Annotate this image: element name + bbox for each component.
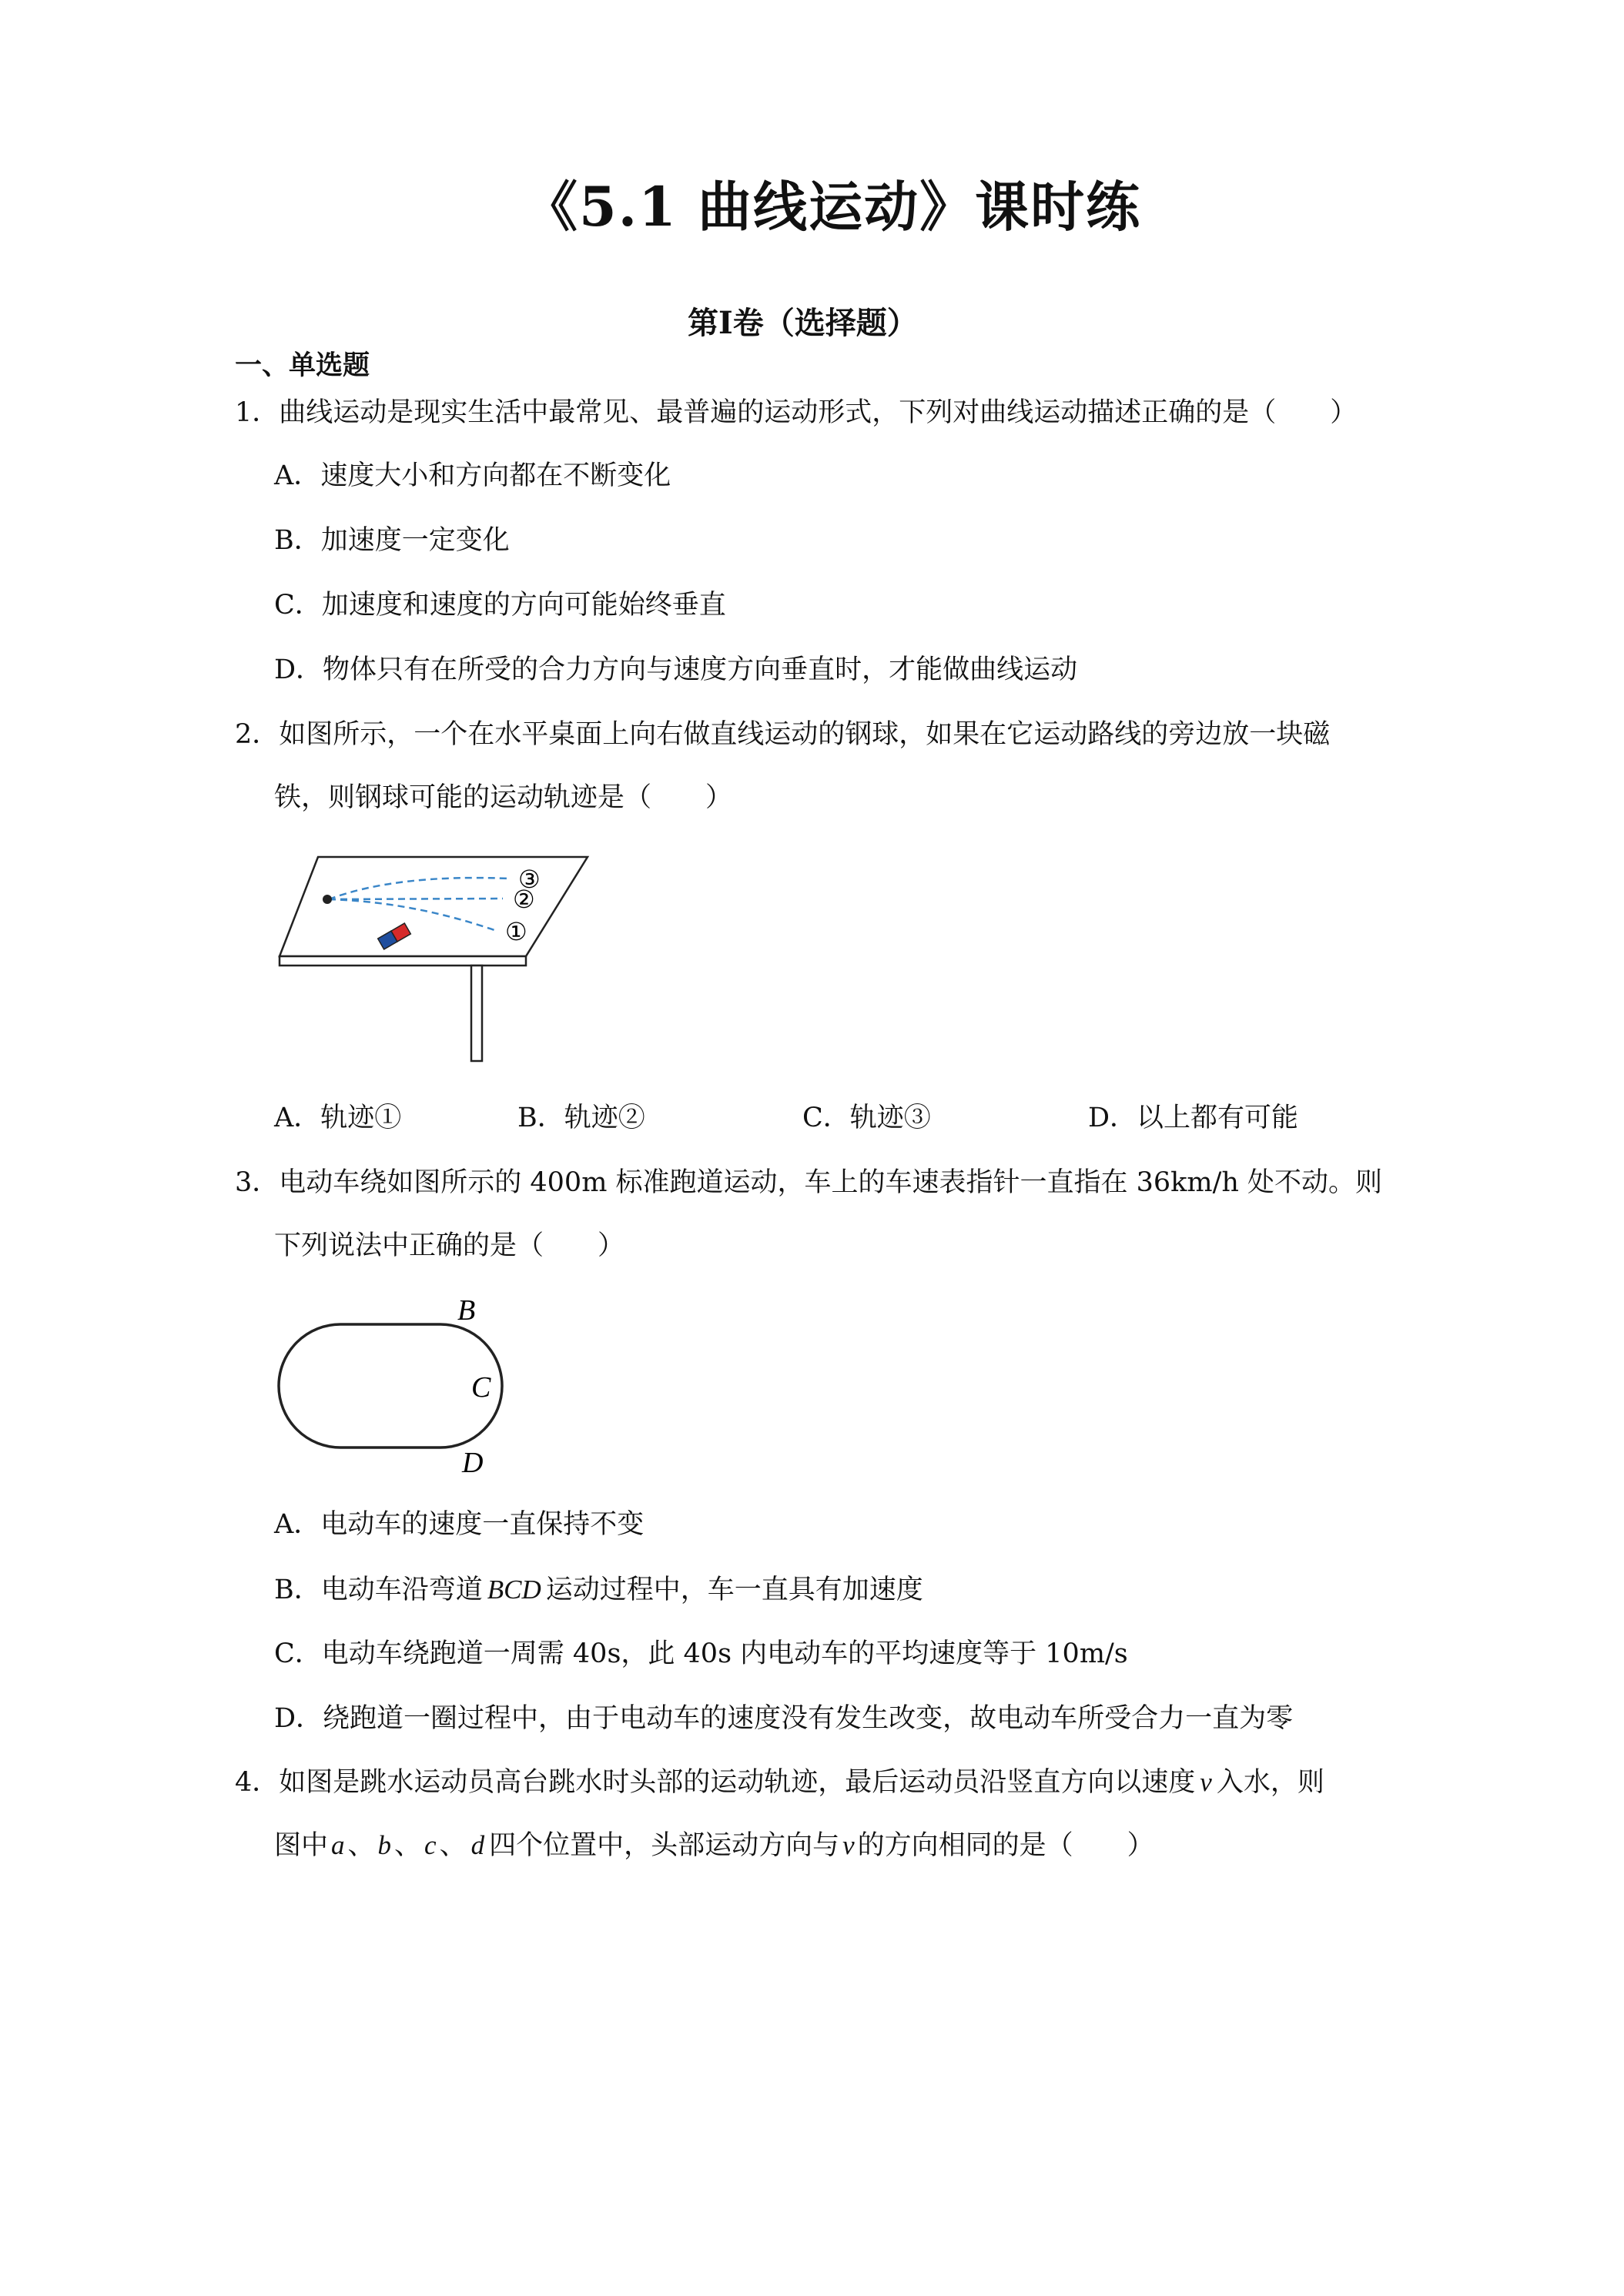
track-label-b: B (457, 1294, 476, 1327)
table-magnet-figure (273, 851, 597, 1066)
var-v: v (842, 1830, 855, 1860)
option-b: B．轨迹② (517, 1103, 645, 1133)
trajectory-label-2: ② (513, 885, 535, 913)
var-a: a (331, 1830, 345, 1860)
option-d: D．以上都有可能 (1088, 1103, 1299, 1133)
option-a: A．速度大小和方向都在不断变化 (274, 460, 671, 491)
arc-bcd: BCD (487, 1575, 541, 1605)
question-stem: 4．如图是跳水运动员高台跳水时头部的运动轨迹，最后运动员沿竖直方向以速度 v 入水，则 (235, 1767, 1324, 1798)
question-stem: 1．曲线运动是现实生活中最常见、最普遍的运动形式，下列对曲线运动描述正确的是（ ） (235, 397, 1358, 428)
option-c: C．加速度和速度的方向可能始终垂直 (274, 590, 726, 621)
question-stem: 3．电动车绕如图所示的 400m 标准跑道运动，车上的车速表指针一直指在 36km/h 处不动。则 (235, 1167, 1383, 1198)
question-stem: 2．如图所示，一个在水平桌面上向右做直线运动的钢球，如果在它运动路线的旁边放一块磁 (235, 719, 1331, 750)
track-label-c: C (471, 1371, 491, 1404)
steel-ball (323, 895, 332, 904)
option-a: A．电动车的速度一直保持不变 (274, 1509, 645, 1540)
running-track-figure (270, 1294, 516, 1478)
option-c: C．轨迹③ (802, 1103, 931, 1133)
question-stem-continued: 铁，则钢球可能的运动轨迹是（ ） (274, 782, 733, 813)
var-c: c (424, 1830, 437, 1860)
question-stem-continued: 下列说法中正确的是（ ） (274, 1230, 625, 1261)
trajectory-label-3: ③ (518, 865, 541, 893)
var-d: d (470, 1830, 485, 1860)
option-d: D．物体只有在所受的合力方向与速度方向垂直时，才能做曲线运动 (274, 654, 1078, 685)
page-title: 《5.1 曲线运动》课时练 (524, 175, 1142, 239)
option-b: B．加速度一定变化 (274, 525, 510, 556)
trajectory-label-1: ① (505, 918, 527, 946)
option-b: B．电动车沿弯道 BCD 运动过程中，车一直具有加速度 (274, 1575, 923, 1605)
option-d: D．绕跑道一圈过程中，由于电动车的速度没有发生改变，故电动车所受合力一直为零 (274, 1703, 1294, 1734)
var-v: v (1200, 1767, 1212, 1797)
track-label-d: D (462, 1447, 484, 1478)
question-stem-continued: 图中 a 、 b 、 c 、 d 四个位置中，头部运动方向与 v 的方向相同的是（ ） (274, 1830, 1154, 1861)
section-heading: 一、单选题 (235, 350, 370, 381)
option-a: A．轨迹① (274, 1103, 402, 1133)
option-c: C．电动车绕跑道一周需 40s，此 40s 内电动车的平均速度等于 10m/s (274, 1638, 1128, 1669)
volume-heading: 第Ⅰ卷（选择题） (688, 305, 918, 341)
var-b: b (377, 1830, 392, 1860)
